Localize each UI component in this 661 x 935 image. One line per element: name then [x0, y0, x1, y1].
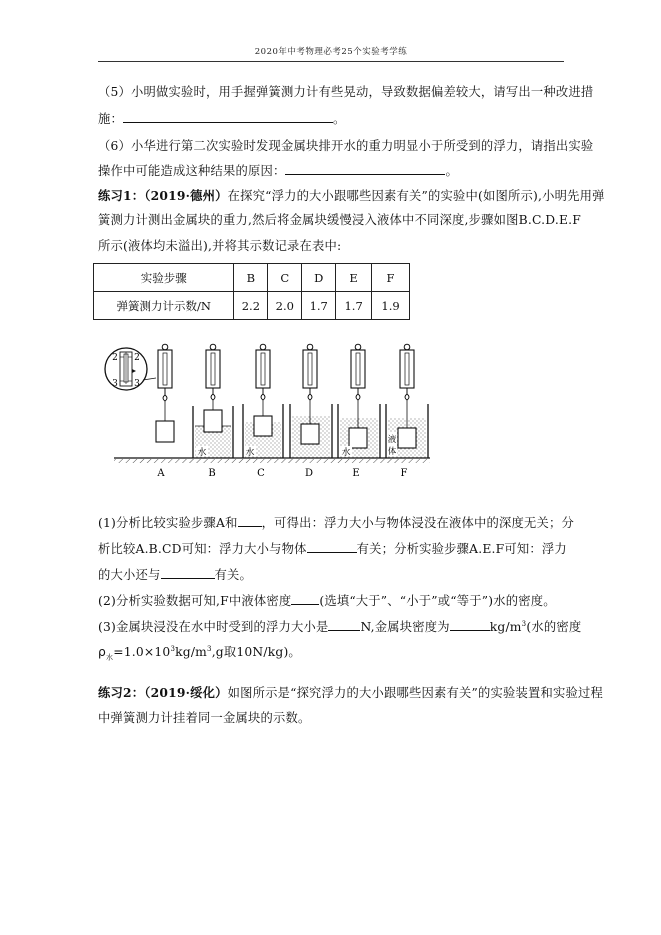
sub1-text: 有关；分析实验步骤A.E.F可知：浮力: [356, 542, 567, 556]
step-label: A: [157, 468, 165, 479]
header-rule: [98, 61, 564, 62]
sub1-text: 析比较A.B.CD可知：浮力大小与物体: [98, 542, 307, 556]
metal-block: [156, 421, 174, 442]
sub1-text: 的大小还与: [98, 568, 161, 582]
table-row: [94, 292, 410, 320]
table-cell: 1.7: [336, 292, 372, 320]
table-cell: C: [268, 264, 302, 292]
liquid-label: 水: [197, 448, 207, 458]
beaker-d: [290, 404, 332, 458]
sub1-line2: [98, 540, 567, 558]
page-header: 2020年中考物理必考25个实验考学练: [254, 47, 408, 57]
q6-line1: （6）小华进行第二次实验时发现金属块排开水的重力明显小于所受到的浮力，请指出实验: [98, 139, 594, 153]
q5-line1: （5）小明做实验时，用手握弹簧测力计有些晃动，导致数据偏差较大，请写出一种改进措: [98, 85, 594, 99]
sub1-blank-1[interactable]: [238, 514, 262, 527]
sub1-blank-2[interactable]: [307, 540, 357, 553]
practice2-line1: [98, 684, 603, 702]
rho-symbol: ρ: [98, 645, 107, 659]
practice2-text: 如图所示是“探究浮力的大小跟哪些因素有关”的实验装置和实验过程: [227, 686, 603, 700]
sub1-text: 有关。: [214, 568, 252, 582]
practice1-line3: 所示(液体均未溢出),并将其示数记录在表中:: [98, 239, 342, 253]
spring-scale-d: [303, 344, 317, 424]
q5-answer-blank[interactable]: [123, 110, 333, 123]
beaker-e: [338, 404, 380, 458]
sub3-sup: 3: [207, 644, 212, 653]
step-label: C: [257, 468, 265, 479]
table-cell: 弹簧测力计示数/N: [94, 292, 234, 320]
practice2-source: （2019·绥化）: [144, 685, 228, 700]
liquid-label: 体: [387, 447, 397, 457]
sub1-blank-3[interactable]: [161, 566, 215, 579]
sub3-line1: [98, 618, 581, 636]
sub2-blank[interactable]: [291, 592, 319, 605]
rho-subscript: 水: [106, 653, 114, 662]
sub3-text: (3)金属块浸没在水中时受到的浮力大小是: [98, 620, 329, 634]
practice1-line2: 簧测力计测出金属块的重力,然后将金属块缓慢浸入液体中不同深度,步骤如图B.C.D.E.F: [98, 213, 581, 227]
sub3-line2: [98, 644, 301, 661]
spring-scale-a: [156, 344, 174, 442]
sub2-text: (2)分析实验数据可知,F中液体密度: [98, 594, 292, 608]
sub1-text: ，可得出：浮力大小与物体浸没在液体中的深度无关；分: [261, 516, 575, 530]
metal-block: [204, 410, 222, 432]
liquid-label: 水: [245, 448, 255, 458]
practice1-source: （2019·德州）: [144, 188, 228, 203]
experiment-figure: [100, 340, 440, 485]
magnifier-icon: [105, 348, 156, 390]
table-cell: 实验步骤: [94, 264, 234, 292]
q5-suffix: 。: [333, 112, 346, 126]
sub3-text: ,g取10N/kg)。: [211, 645, 301, 659]
step-label: F: [400, 468, 408, 479]
sub3-text: =1.0×10: [113, 645, 171, 659]
liquid-label: 液: [387, 435, 397, 445]
practice1-text: 在探究“浮力的大小跟哪些因素有关”的实验中(如图所示),小明先用弹: [227, 189, 605, 203]
sub3-text: (水的密度: [526, 620, 582, 634]
scale-mark-label: 3: [112, 379, 118, 389]
q5-line2: [98, 110, 346, 128]
sub1-line1: [98, 514, 574, 532]
table-cell: B: [234, 264, 268, 292]
spring-scale-e: [351, 344, 365, 428]
table-cell: 2.0: [268, 292, 302, 320]
q6-suffix: 。: [445, 164, 458, 178]
practice1-label: 练习1：: [98, 188, 145, 203]
metal-block: [254, 416, 272, 436]
step-label: B: [208, 468, 216, 479]
q6-answer-blank[interactable]: [285, 162, 445, 175]
sub3-sup: 3: [170, 644, 176, 653]
step-label: D: [304, 468, 314, 479]
table-cell: 1.9: [372, 292, 410, 320]
sub2-text: (选填“大于”、“小于”或“等于”)水的密度。: [319, 594, 556, 608]
scale-mark-label: 2: [112, 353, 118, 363]
metal-block: [349, 428, 367, 448]
table-cell: 2.2: [234, 292, 268, 320]
practice2-label: 练习2：: [98, 685, 145, 700]
table-row: [94, 264, 410, 292]
table-cell: F: [372, 264, 410, 292]
ground-hatch: [114, 459, 430, 463]
q5-prefix: 施：: [98, 112, 123, 126]
liquid-label: 水: [341, 448, 351, 458]
q6-prefix: 操作中可能造成这种结果的原因：: [98, 164, 286, 178]
practice2-line2: 中弹簧测力计挂着同一金属块的示数。: [98, 711, 311, 725]
spring-scale-f: [400, 344, 414, 428]
sub3-text: N,金属块密度为: [360, 620, 450, 634]
metal-block: [301, 424, 319, 444]
scale-mark-label: 2: [134, 353, 140, 363]
sub3-text: kg/m: [489, 620, 522, 634]
sub3-sup: 3: [521, 619, 527, 628]
sub2-line: [98, 592, 556, 610]
beaker-b: [193, 406, 233, 458]
table-cell: D: [302, 264, 336, 292]
practice1-line1: [98, 187, 605, 205]
step-label: E: [352, 468, 360, 479]
spring-scale-b: [206, 344, 220, 410]
sub1-text: (1)分析比较实验步骤A和: [98, 516, 238, 530]
data-table: [93, 263, 410, 320]
sub3-blank-1[interactable]: [328, 618, 360, 631]
q6-line2: [98, 162, 458, 180]
spring-scale-c: [256, 344, 270, 416]
table-cell: E: [336, 264, 372, 292]
table-cell: 1.7: [302, 292, 336, 320]
sub3-text: kg/m: [175, 645, 208, 659]
metal-block: [398, 428, 416, 448]
scale-mark-label: 3: [134, 379, 140, 389]
sub1-line3: [98, 566, 252, 584]
sub3-blank-2[interactable]: [450, 618, 490, 631]
